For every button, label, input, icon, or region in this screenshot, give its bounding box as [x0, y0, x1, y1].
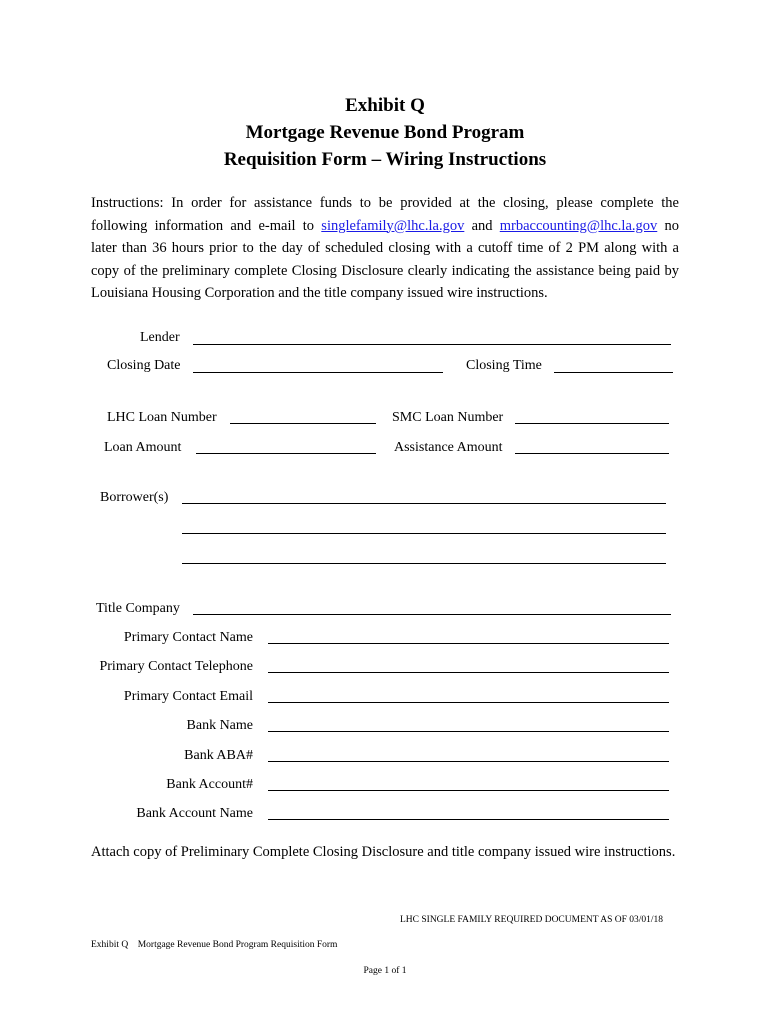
primary-contact-name-label: Primary Contact Name: [123, 630, 253, 645]
primary-contact-telephone-line[interactable]: [268, 672, 669, 673]
lender-label: Lender: [140, 330, 180, 345]
program-title: Mortgage Revenue Bond Program: [245, 122, 525, 143]
instructions-and: and: [464, 217, 500, 234]
title-company-label: Title Company: [96, 601, 180, 616]
closing-date-line[interactable]: [193, 372, 443, 373]
assistance-amount-line[interactable]: [515, 453, 669, 454]
form-title: Requisition Form – Wiring Instructions: [223, 149, 547, 170]
lhc-loan-number-line[interactable]: [230, 423, 376, 424]
footer-form-name: Exhibit Q Mortgage Revenue Bond Program Requisition Form: [91, 940, 338, 950]
smc-loan-number-line[interactable]: [515, 423, 669, 424]
bank-account-line[interactable]: [268, 790, 669, 791]
bank-aba-label: Bank ABA#: [184, 748, 253, 763]
attach-note: Attach copy of Preliminary Complete Closing Disclosure and title company issued wire instructions.: [91, 844, 676, 860]
primary-contact-email-label: Primary Contact Email: [123, 689, 253, 704]
lender-line[interactable]: [193, 344, 671, 345]
borrowers-label: Borrower(s): [100, 490, 169, 505]
primary-contact-email-line[interactable]: [268, 702, 669, 703]
borrower-line-2[interactable]: [182, 533, 666, 534]
bank-name-line[interactable]: [268, 731, 669, 732]
loan-amount-label: Loan Amount: [104, 440, 182, 455]
primary-contact-name-line[interactable]: [268, 643, 669, 644]
assistance-amount-label: Assistance Amount: [394, 440, 503, 455]
bank-account-label: Bank Account#: [166, 777, 253, 792]
borrower-line-1[interactable]: [182, 503, 666, 504]
loan-amount-line[interactable]: [196, 453, 376, 454]
smc-loan-number-label: SMC Loan Number: [392, 410, 504, 425]
singlefamily-email-link[interactable]: singlefamily@lhc.la.gov: [321, 217, 465, 234]
instructions-paragraph: [91, 192, 679, 305]
bank-account-name-line[interactable]: [268, 819, 669, 820]
exhibit-title: Exhibit Q: [345, 95, 425, 116]
required-document-note: LHC SINGLE FAMILY REQUIRED DOCUMENT AS OF 03/01/18: [400, 915, 664, 925]
mrbaccounting-email-link[interactable]: mrbaccounting@lhc.la.gov: [499, 217, 658, 234]
closing-date-label: Closing Date: [107, 358, 181, 373]
title-company-line[interactable]: [193, 614, 671, 615]
closing-time-label: Closing Time: [466, 358, 542, 373]
bank-aba-line[interactable]: [268, 761, 669, 762]
page-number: Page 1 of 1: [363, 966, 407, 976]
bank-name-label: Bank Name: [186, 718, 253, 733]
closing-time-line[interactable]: [554, 372, 673, 373]
instructions-suffix: no later than 36 hours prior to the day of scheduled closing with a cutoff time of 2 PM along with a copy of the preliminary complete Closing Disclosure clearly indicating the assistance being paid by Louisiana Housing Corporation and the title company issued wire instructions.: [91, 217, 680, 301]
lhc-loan-number-label: LHC Loan Number: [107, 410, 217, 425]
bank-account-name-label: Bank Account Name: [136, 806, 253, 821]
primary-contact-telephone-label: Primary Contact Telephone: [99, 659, 253, 674]
borrower-line-3[interactable]: [182, 563, 666, 564]
instructions-prefix: Instructions: In order for assistance funds to be provided at the closing, please complete the following information and e-mail to: [91, 195, 679, 234]
